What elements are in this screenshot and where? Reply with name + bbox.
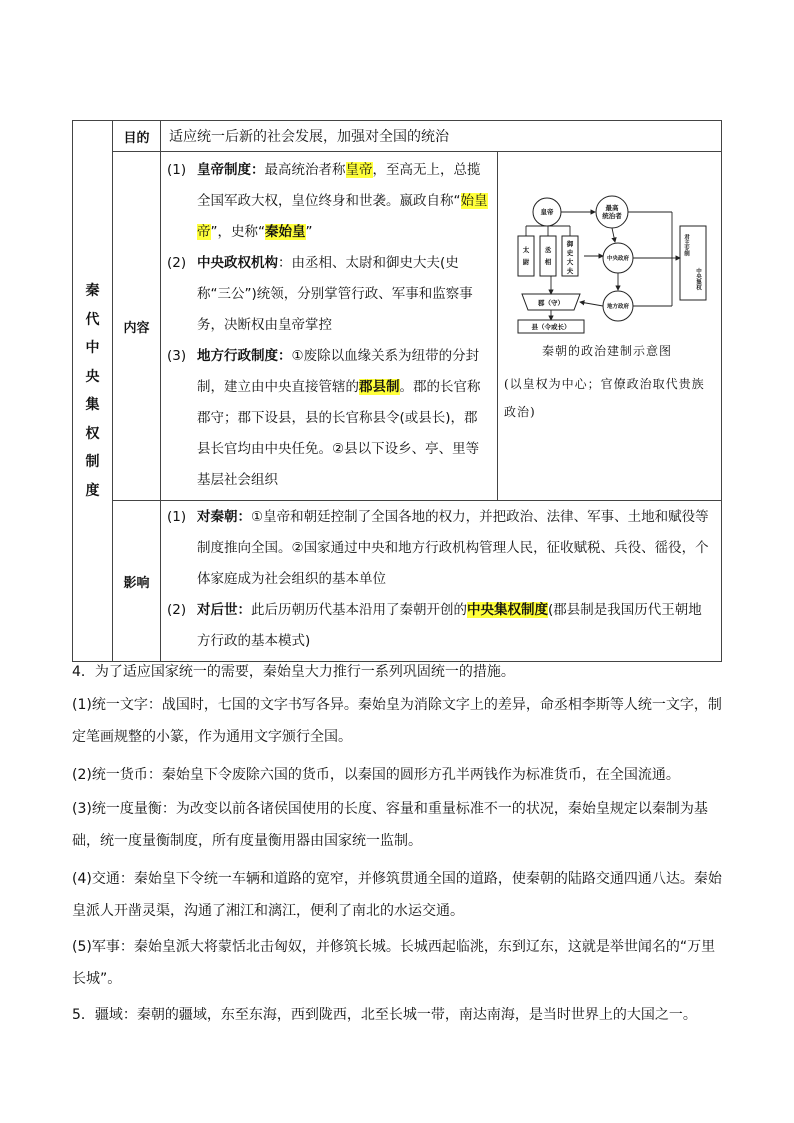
highlight: 秦始皇 bbox=[265, 224, 306, 240]
local-gov-label: 地方政府 bbox=[606, 304, 630, 310]
impact-cell bbox=[161, 501, 722, 662]
side-title-char: 度 bbox=[85, 482, 100, 499]
yushi-label: 大 bbox=[566, 258, 574, 266]
paragraph: (5)军事：秦始皇派大将蒙恬北击匈奴，并修筑长城。长城西起临洮，东到辽东，这就是举世闻名的“万里长城”。 bbox=[72, 939, 716, 987]
diagram-caption: 秦朝的政治建制示意图 bbox=[541, 344, 672, 358]
highlight: 皇帝 bbox=[345, 162, 373, 178]
supreme-label: 统治者 bbox=[602, 212, 622, 220]
highlight: 始皇帝 bbox=[197, 193, 488, 240]
chengxiang-box bbox=[540, 236, 556, 276]
item-text: 。郡的长官称郡守；郡下设县，县的长官称县令(或县长)，郡县长官均由中央任免。②县以下设乡、亭、里等基层社会组织 bbox=[197, 379, 481, 488]
side-title-char: 集 bbox=[85, 397, 100, 413]
side-title-char: 制 bbox=[85, 454, 100, 470]
content-cell bbox=[161, 152, 498, 501]
content-label: 内容 bbox=[113, 152, 161, 501]
paragraph: (3)统一度量衡：为改变以前各诸侯国使用的长度、容量和重量标准不一的状况，秦始皇规定以秦制为基础，统一度量衡制度，所有度量衡用器由国家统一监制。 bbox=[72, 801, 708, 849]
item-heading: 地方行政制度： bbox=[197, 348, 292, 364]
item-heading: 对后世： bbox=[197, 602, 251, 618]
item-number: (3) bbox=[167, 348, 187, 364]
item-text: (郡县制是我国历代王朝地方行政的基本模式) bbox=[197, 602, 702, 649]
paragraph: (1)统一文字：战国时，七国的文字书写各异。秦始皇为消除文字上的差异，命丞相李斯等人统一文字，制定笔画规整的小篆，作为通用文字颁行全国。 bbox=[72, 697, 722, 745]
taiwei-box bbox=[518, 236, 534, 276]
side-title-char: 秦 bbox=[85, 283, 100, 299]
purpose-text: 适应统一后新的社会发展，加强对全国的统治 bbox=[161, 121, 722, 152]
item-heading: 对秦朝： bbox=[197, 509, 251, 525]
supreme-label: 最高 bbox=[605, 204, 619, 212]
diagram-svg bbox=[500, 154, 718, 339]
item-text: ”，史称“ bbox=[210, 224, 265, 240]
political-system-diagram bbox=[498, 152, 716, 492]
item-text: ” bbox=[305, 224, 313, 240]
taiwei-label: 尉 bbox=[522, 258, 530, 266]
qin-system-table bbox=[72, 120, 722, 662]
taiwei-label: 太 bbox=[522, 246, 530, 254]
item-text: ①皇帝和朝廷控制了全国各地的权力，并把政治、法律、军事、土地和赋役等制度推向全国。②国家通过中央和地方行政机构管理人民，征收赋税、兵役、徭役，个体家庭成为社会组织的基本单位 bbox=[197, 509, 709, 587]
item-heading: 皇帝制度： bbox=[197, 162, 265, 178]
paragraph: 4．为了适应国家统一的需要，秦始皇大力推行一系列巩固统一的措施。 bbox=[72, 664, 515, 680]
xian-label: 县（令或长） bbox=[531, 323, 571, 331]
side-title-char: 中 bbox=[85, 340, 100, 356]
yushi-label: 夫 bbox=[566, 267, 574, 275]
side-title bbox=[73, 277, 112, 505]
item-text: 最高统治者称 bbox=[264, 162, 346, 178]
item-text: 此后历朝历代基本沿用了秦朝开创的 bbox=[251, 602, 467, 618]
chengxiang-label: 相 bbox=[544, 258, 552, 266]
paragraph: (2)统一货币：秦始皇下令废除六国的货币，以秦国的圆形方孔半两钱作为标准货币，在全国流通。 bbox=[72, 767, 680, 783]
side-title-char: 权 bbox=[85, 425, 100, 442]
yushi-label: 御 bbox=[566, 240, 574, 248]
item-text: ①废除以血缘关系为纽带的分封制，建立由中央直接管辖的 bbox=[197, 348, 480, 395]
emperor-label: 皇帝 bbox=[540, 208, 554, 216]
highlight: 中央集权制度 bbox=[467, 602, 548, 618]
side-title-char: 央 bbox=[85, 368, 100, 385]
item-number: (1) bbox=[167, 162, 187, 178]
item-number: (1) bbox=[167, 509, 187, 525]
purpose-label: 目的 bbox=[113, 121, 161, 152]
right-label: 中央集权 bbox=[695, 268, 701, 290]
side-title-char: 代 bbox=[85, 311, 100, 328]
diagram-note: (以皇权为中心；官僚政治取代贵族政治) bbox=[504, 377, 705, 419]
highlight: 郡县制 bbox=[359, 379, 400, 395]
chengxiang-label: 丞 bbox=[544, 246, 552, 254]
item-number: (2) bbox=[167, 255, 187, 271]
right-label: 君主专制 bbox=[683, 234, 689, 256]
yushi-label: 史 bbox=[566, 249, 574, 257]
side-title-cell bbox=[73, 121, 113, 662]
paragraph: (4)交通：秦始皇下令统一车辆和道路的宽窄，并修筑贯通全国的道路，使秦朝的陆路交通四通八达。秦始皇派人开凿灵渠，沟通了湘江和漓江，便利了南北的水运交通。 bbox=[72, 871, 722, 919]
content-item bbox=[167, 155, 491, 248]
content-item bbox=[167, 341, 491, 496]
impact-item bbox=[167, 595, 715, 657]
item-number: (2) bbox=[167, 602, 187, 618]
item-text: ：由丞相、太尉和御史大夫(史称“三公”)统领，分别掌管行政、军事和监察事务，决断权由皇帝掌控 bbox=[197, 255, 473, 333]
jun-label: 郡（守） bbox=[538, 299, 564, 307]
diagram-cell bbox=[498, 152, 722, 501]
item-text: ，至高无上，总揽全国军政大权，皇位终身和世袭。嬴政自称“ bbox=[197, 162, 481, 209]
central-gov-label: 中央政府 bbox=[606, 256, 630, 262]
item-heading: 中央政权机构 bbox=[197, 255, 278, 271]
impact-item bbox=[167, 502, 715, 595]
content-item bbox=[167, 248, 491, 341]
impact-label: 影响 bbox=[113, 501, 161, 662]
paragraph: 5．疆域：秦朝的疆域，东至东海，西到陇西，北至长城一带，南达南海，是当时世界上的大国之一。 bbox=[72, 1007, 697, 1023]
